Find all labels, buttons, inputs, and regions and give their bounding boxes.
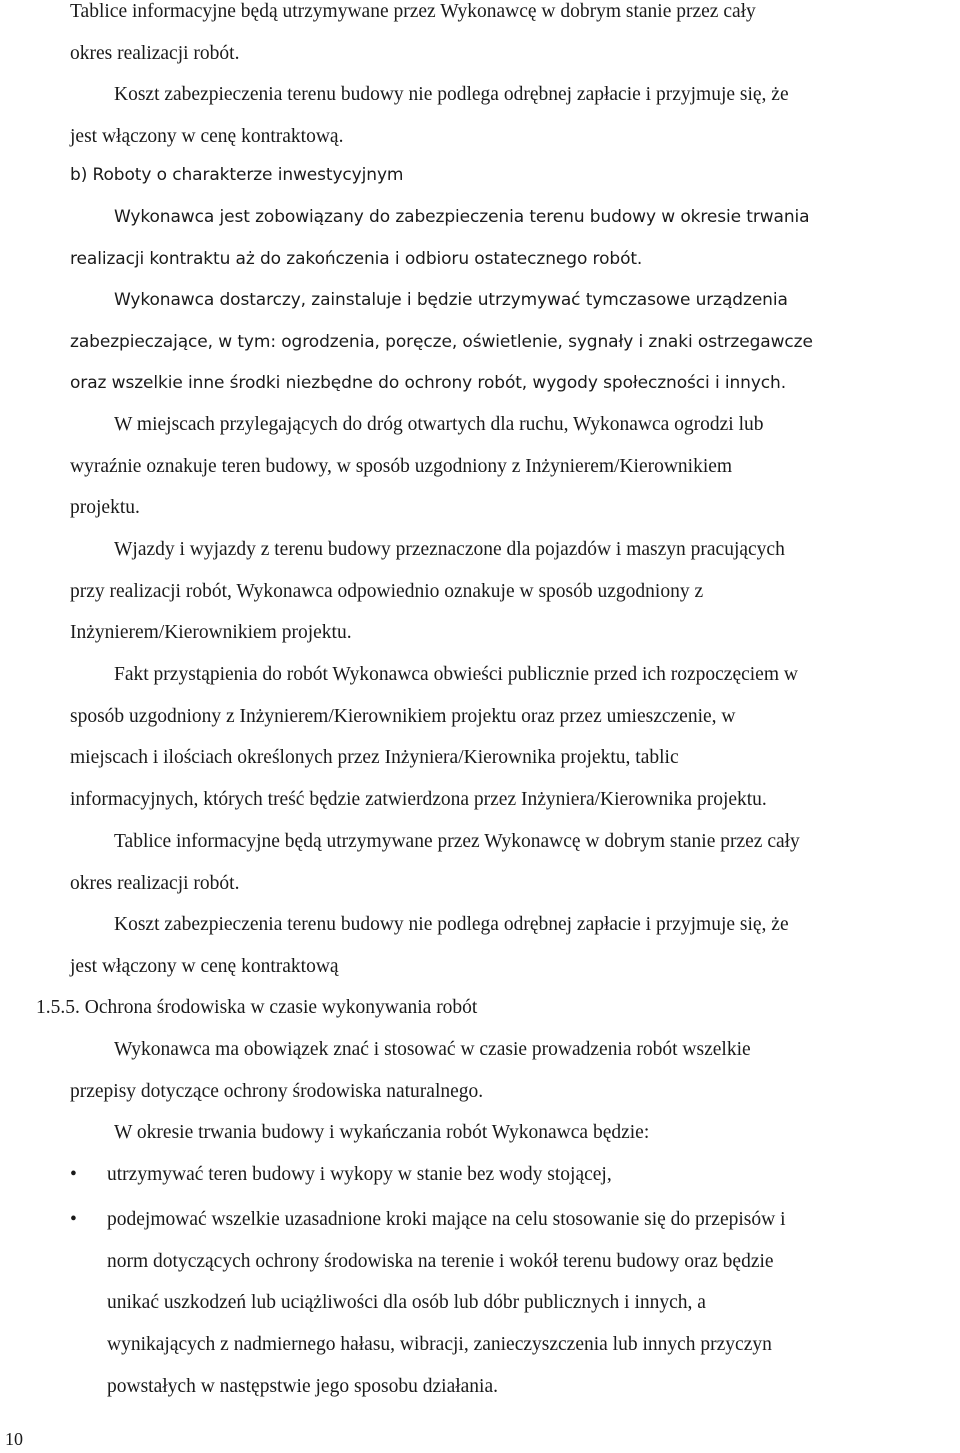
paragraph-line: Koszt zabezpieczenia terenu budowy nie podlega odrębnej zapłacie i przyjmuje się, że [114, 914, 789, 935]
paragraph-line: Inżynierem/Kierownikiem projektu. [70, 622, 352, 644]
paragraph-line: Wykonawca dostarczy, zainstaluje i będzie utrzymywać tymczasowe urządzenia [114, 290, 788, 310]
list-item [70, 1154, 954, 1196]
paragraph-line: W miejscach przylegających do dróg otwartych dla ruchu, Wykonawca ogrodzi lub [114, 414, 764, 435]
paragraph-line: sposób uzgodniony z Inżynierem/Kierownikiem projektu oraz przez umieszczenie, w [70, 705, 736, 727]
paragraph-line: Tablice informacyjne będą utrzymywane przez Wykonawcę w dobrym stanie przez cały [70, 1, 756, 22]
paragraph [70, 1029, 954, 1112]
paragraph [70, 197, 954, 280]
paragraph [70, 404, 954, 529]
paragraph-line: przy realizacji robót, Wykonawca odpowiednio oznakuje w sposób uzgodniony z [70, 580, 704, 602]
bullet-icon: • [70, 1209, 77, 1230]
paragraph [70, 280, 954, 405]
list-item-line: wynikających z nadmiernego hałasu, wibracji, zanieczyszczenia lub innych przyczyn [107, 1334, 772, 1356]
paragraph-line: miejscach i ilościach określonych przez Inżyniera/Kierownika projektu, tablic [70, 747, 679, 769]
paragraph [70, 0, 954, 74]
list-item-line: podejmować wszelkie uzasadnione kroki mające na celu stosowanie się do przepisów i [107, 1209, 786, 1230]
paragraph [70, 529, 954, 654]
paragraph-line: realizacji kontraktu aż do zakończenia i odbioru ostatecznego robót. [70, 248, 643, 269]
paragraph [70, 1112, 954, 1154]
paragraph [70, 904, 954, 987]
paragraph-line: Koszt zabezpieczenia terenu budowy nie podlega odrębnej zapłacie i przyjmuje się, że [114, 84, 789, 105]
paragraph [70, 654, 954, 821]
paragraph-line: Fakt przystąpienia do robót Wykonawca obwieści publicznie przed ich rozpoczęciem w [114, 664, 798, 685]
paragraph-line: okres realizacji robót. [70, 42, 240, 64]
paragraph-line: Wykonawca jest zobowiązany do zabezpieczenia terenu budowy w okresie trwania [114, 207, 810, 227]
paragraph-line: b) Roboty o charakterze inwestycyjnym [70, 165, 404, 185]
paragraph [70, 74, 954, 157]
list-item-line: norm dotyczących ochrony środowiska na terenie i wokół terenu budowy oraz będzie [107, 1250, 774, 1272]
list-item-line: powstałych w następstwie jego sposobu działania. [107, 1375, 498, 1397]
list-item-text [107, 1199, 785, 1407]
paragraph-line: jest włączony w cenę kontraktową. [70, 125, 344, 147]
paragraph-line: wyraźnie oznakuje teren budowy, w sposób uzgodniony z Inżynierem/Kierownikiem [70, 455, 733, 477]
list-item [70, 1199, 954, 1409]
paragraph-line: informacyjnych, których treść będzie zatwierdzona przez Inżyniera/Kierownika projektu. [70, 789, 767, 811]
list-item-text [107, 1154, 612, 1196]
paragraph-line: Tablice informacyjne będą utrzymywane przez Wykonawcę w dobrym stanie przez cały [114, 831, 800, 852]
paragraph-line: W okresie trwania budowy i wykańczania robót Wykonawca będzie: [114, 1122, 650, 1143]
paragraph-line: zabezpieczające, w tym: ogrodzenia, poręcze, oświetlenie, sygnały i znaki ostrzegawcze [70, 331, 813, 352]
paragraph-line: projektu. [70, 497, 140, 519]
list-item-line: utrzymywać teren budowy i wykopy w stanie bez wody stojącej, [107, 1164, 612, 1185]
subsection-title [70, 155, 954, 197]
section-heading: 1.5.5. Ochrona środowiska w czasie wykonywania robót [36, 997, 478, 1018]
paragraph-line: jest włączony w cenę kontraktową [70, 955, 339, 977]
paragraph-line: oraz wszelkie inne środki niezbędne do ochrony robót, wygody społeczności i innych. [70, 373, 787, 394]
paragraph-line: Wykonawca ma obowiązek znać i stosować w czasie prowadzenia robót wszelkie [114, 1039, 751, 1060]
bullet-icon: • [70, 1164, 77, 1185]
paragraph [70, 821, 954, 904]
paragraph-line: okres realizacji robót. [70, 872, 240, 894]
list-item-line: unikać uszkodzeń lub uciążliwości dla osób lub dóbr publicznych i innych, a [107, 1292, 706, 1314]
paragraph-line: przepisy dotyczące ochrony środowiska naturalnego. [70, 1080, 484, 1102]
page-number: 10 [5, 1429, 23, 1449]
paragraph-line: Wjazdy i wyjazdy z terenu budowy przeznaczone dla pojazdów i maszyn pracujących [114, 539, 785, 560]
